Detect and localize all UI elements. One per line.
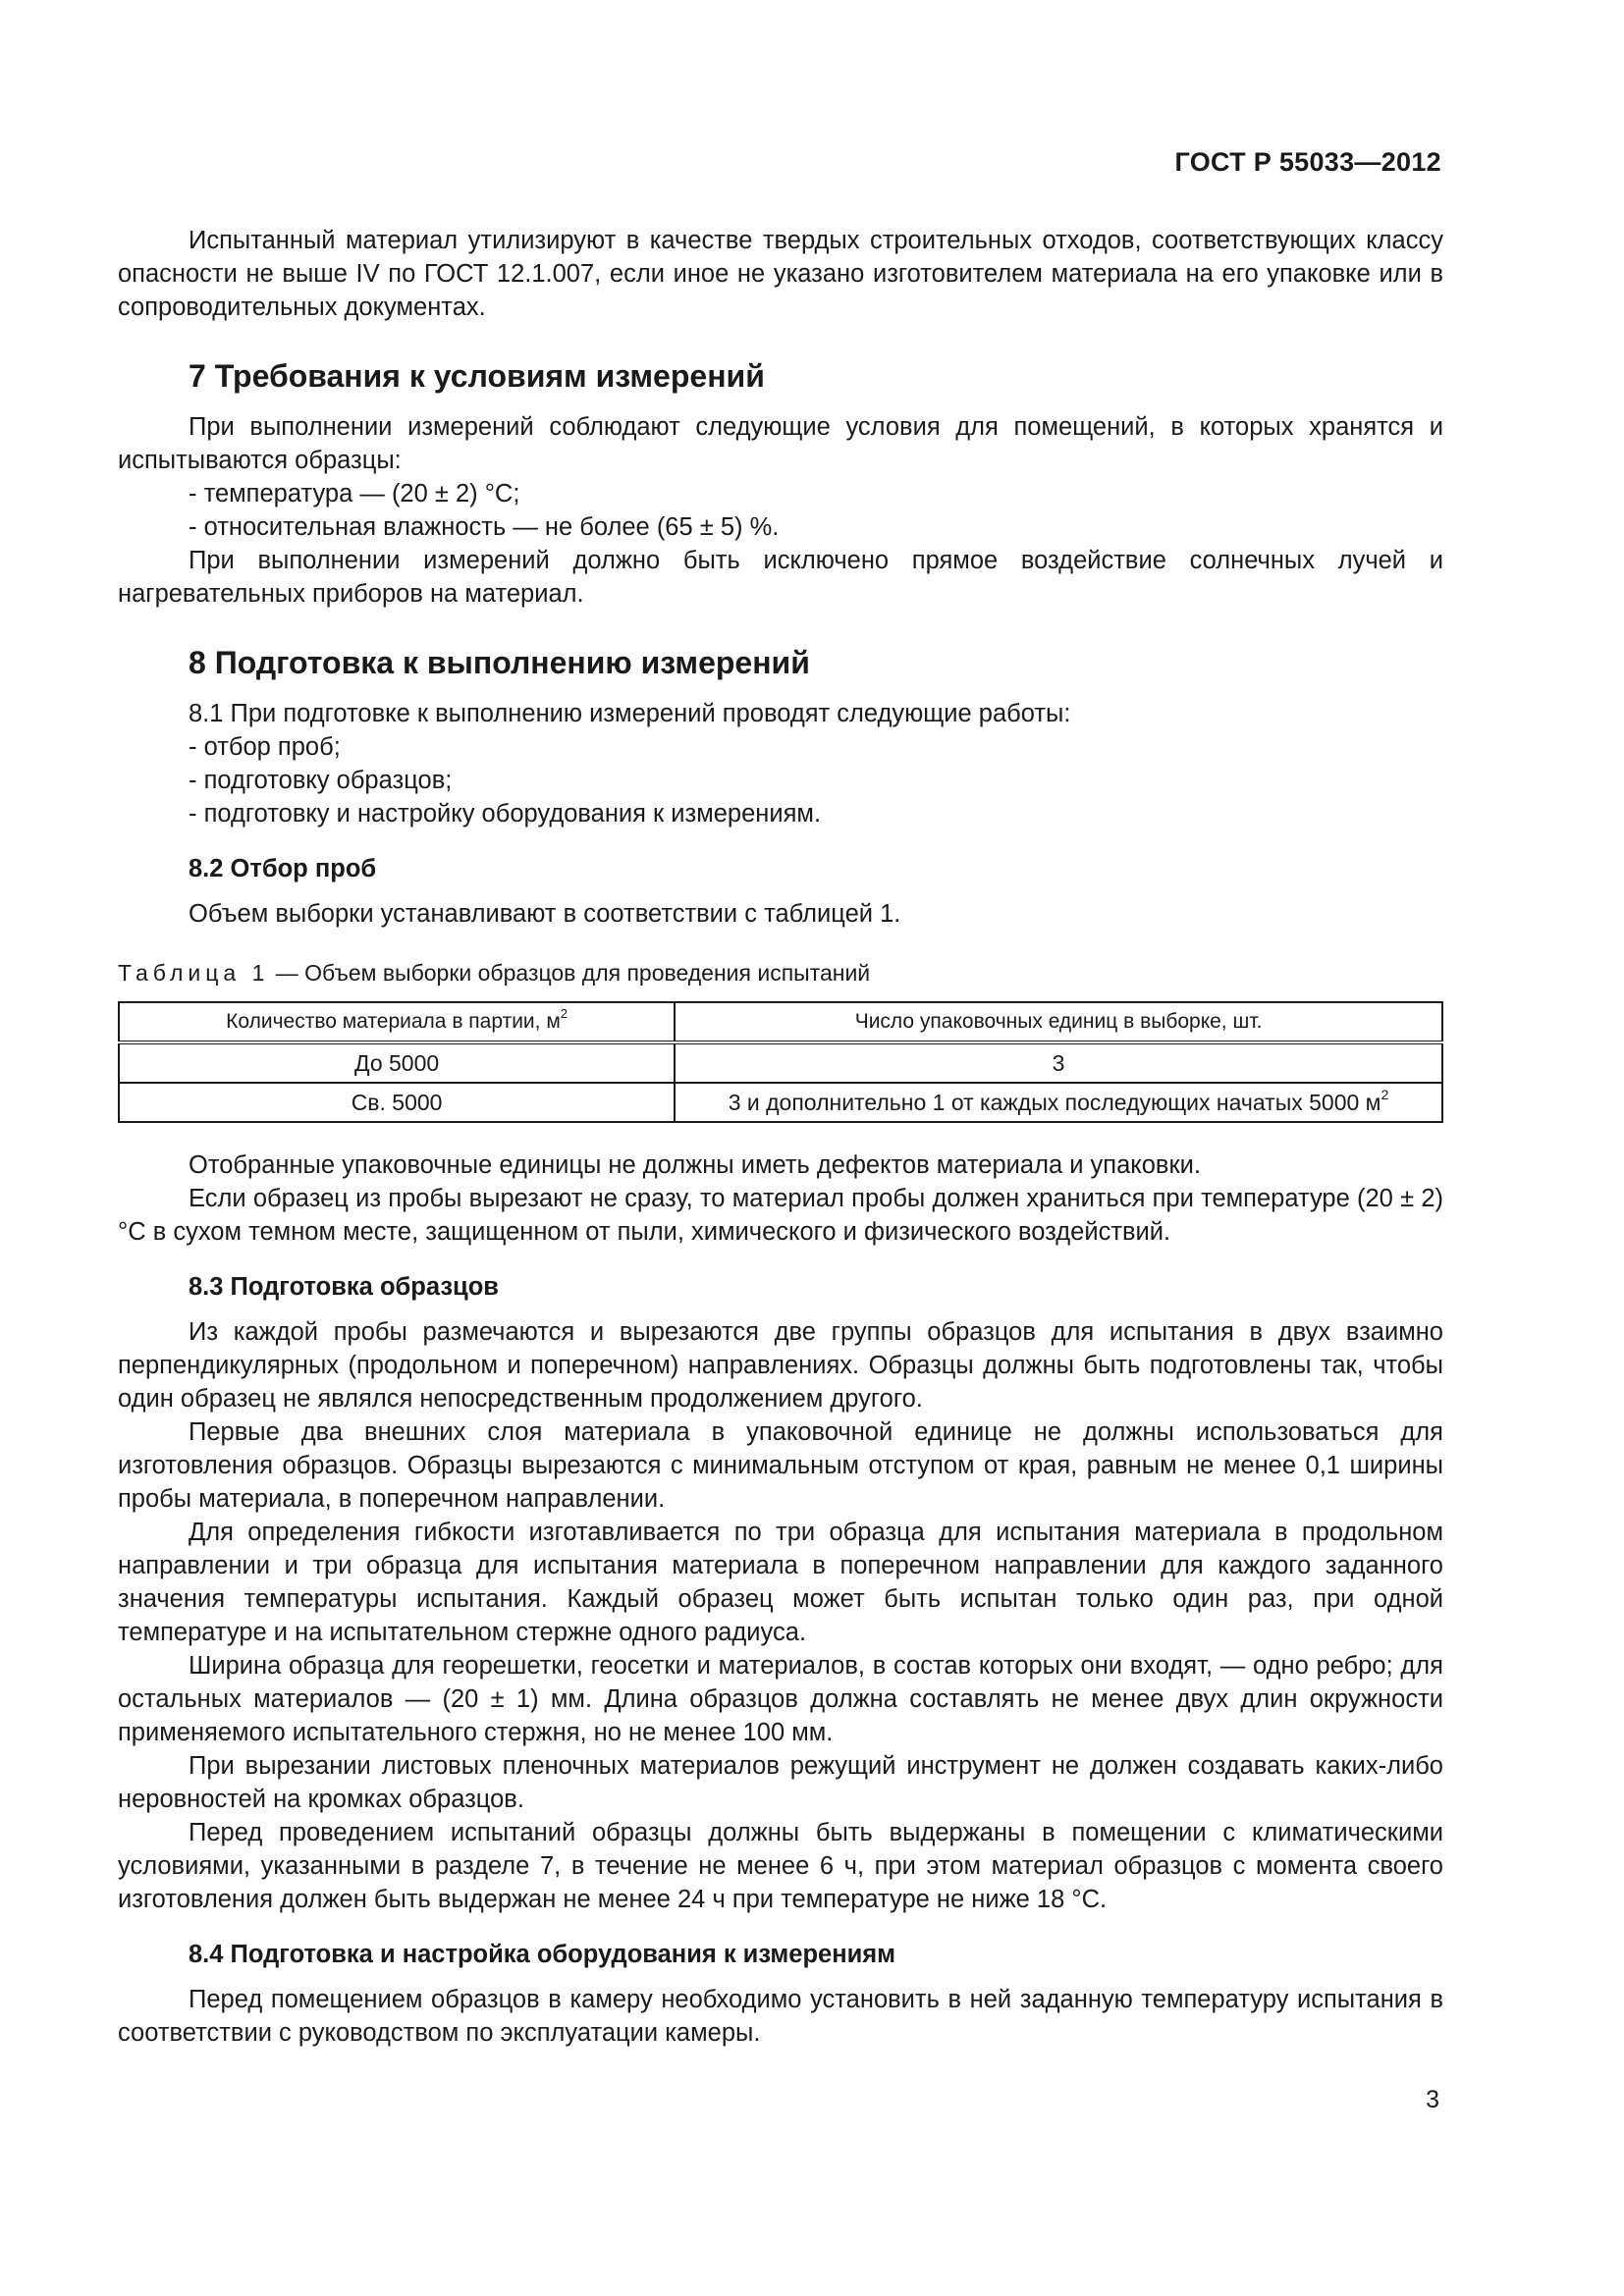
table-header-row — [119, 1002, 1442, 1042]
intro-paragraph: Испытанный материал утилизируют в качестве твердых строительных отходов, соответствующих классу опасности не выше IV по ГОСТ 12.1.007, если иное не указано изготовителем материала на его упаковке или в сопроводительных документах. — [118, 227, 1443, 321]
standard-code: ГОСТ Р 55033—2012 — [1174, 147, 1441, 177]
clause-8-3-paragraph: Первые два внешних слоя материала в упаковочной единице не должны использоваться для изготовления образцов. Образцы вырезаются с минимальным отступом от края, равным не менее 0,1 ширины пробы материала, в поперечном направлении. — [118, 1418, 1443, 1513]
table-cell: До 5000 — [119, 1042, 675, 1083]
list-item: - температура — (20 ± 2) °С; — [189, 480, 520, 507]
page-number: 3 — [1426, 2086, 1439, 2113]
clause-8-3-paragraph: Для определения гибкости изготавливается по три образца для испытания материала в продольном направлении и три образца для испытания материала в поперечном направлении для каждого заданного значения температуры испытания. Каждый образец может быть испытан только один раз, при одной температуре и на испытательном стержне одного радиуса. — [118, 1519, 1443, 1646]
section-7-closing: При выполнении измерений должно быть исключено прямое воздействие солнечных лучей и нагревательных приборов на материал. — [118, 547, 1443, 608]
caption-dash: — — [275, 960, 305, 986]
sample-volume-table — [118, 1001, 1443, 1123]
clause-8-3-paragraph: При вырезании листовых пленочных материалов режущий инструмент не должен создавать каких-либо неровностей на кромках образцов. — [118, 1752, 1443, 1813]
table-cell: 3 — [675, 1042, 1442, 1083]
clause-8-3-title: 8.3 Подготовка образцов — [189, 1273, 499, 1301]
document-body — [118, 224, 1443, 2050]
clause-8-2-after: Отобранные упаковочные единицы не должны иметь дефектов материала и упаковки. — [189, 1151, 1201, 1179]
table-caption — [118, 958, 1443, 988]
clause-8-3-paragraph: Перед проведением испытаний образцы должны быть выдержаны в помещении с климатическими условиями, указанными в разделе 7, в течение не менее 6 ч, при этом материал образцов с момента своего изготовления должен быть выдержан не менее 24 ч при температуре не ниже 18 °С. — [118, 1819, 1443, 1913]
section-8-title: 8 Подготовка к выполнению измерений — [189, 645, 810, 680]
list-item: - отбор проб; — [189, 733, 341, 761]
list-item: - подготовку образцов; — [189, 767, 453, 794]
table-header-cell: Количество материала в партии, $м^2$ — [119, 1002, 675, 1042]
table-caption-text: Объем выборки образцов для проведения испытаний — [304, 960, 871, 986]
clause-8-1: 8.1 При подготовке к выполнению измерений проводят следующие работы: — [189, 700, 1071, 727]
clause-8-2-lead: Объем выборки устанавливают в соответствии с таблицей 1. — [189, 900, 901, 928]
clause-8-4-title: 8.4 Подготовка и настройка оборудования к измерениям — [189, 1941, 896, 1968]
section-7-lead: При выполнении измерений соблюдают следующие условия для помещений, в которых хранятся и испытываются образцы: — [118, 413, 1443, 474]
section-7-title: 7 Требования к условиям измерений — [189, 358, 765, 394]
clause-8-2-after: Если образец из пробы вырезают не сразу, то материал пробы должен храниться при температуре (20 ± 2) °С в сухом темном месте, защищенном от пыли, химического и физического воздействий. — [118, 1185, 1443, 1246]
table-cell: Св. 5000 — [119, 1083, 675, 1122]
clause-8-3-paragraph: Ширина образца для георешетки, геосетки и материалов, в состав которых они входят, — одно ребро; для остальных материалов — (20 ± 1) мм. Длина образцов должна составлять не менее двух длин окружности применяемого испытательного стержня, но не менее 100 мм. — [118, 1652, 1443, 1746]
clause-8-3-paragraph: Из каждой пробы размечаются и вырезаются две группы образцов для испытания в двух взаимно перпендикулярных (продольном и поперечном) направлениях. Образцы должны быть подготовлены так, чтобы один образец не являлся непосредственным продолжением другого. — [118, 1318, 1443, 1413]
table-header-cell: Число упаковочных единиц в выборке, шт. — [675, 1002, 1442, 1042]
table-row — [119, 1042, 1442, 1083]
table-row — [119, 1083, 1442, 1122]
clause-8-4-paragraph: Перед помещением образцов в камеру необходимо установить в ней заданную температуру испытания в соответствии с руководством по эксплуатации камеры. — [118, 1986, 1443, 2047]
list-item: - относительная влажность — не более (65 ± 5) %. — [189, 513, 780, 541]
list-item: - подготовку и настройку оборудования к измерениям. — [189, 800, 822, 828]
table-caption-label: Таблица 1 — [118, 960, 270, 986]
clause-8-2-title: 8.2 Отбор проб — [189, 855, 377, 882]
table-cell: 3 и дополнительно 1 от каждых последующих начатых 5000 $м^2$ — [675, 1083, 1442, 1122]
